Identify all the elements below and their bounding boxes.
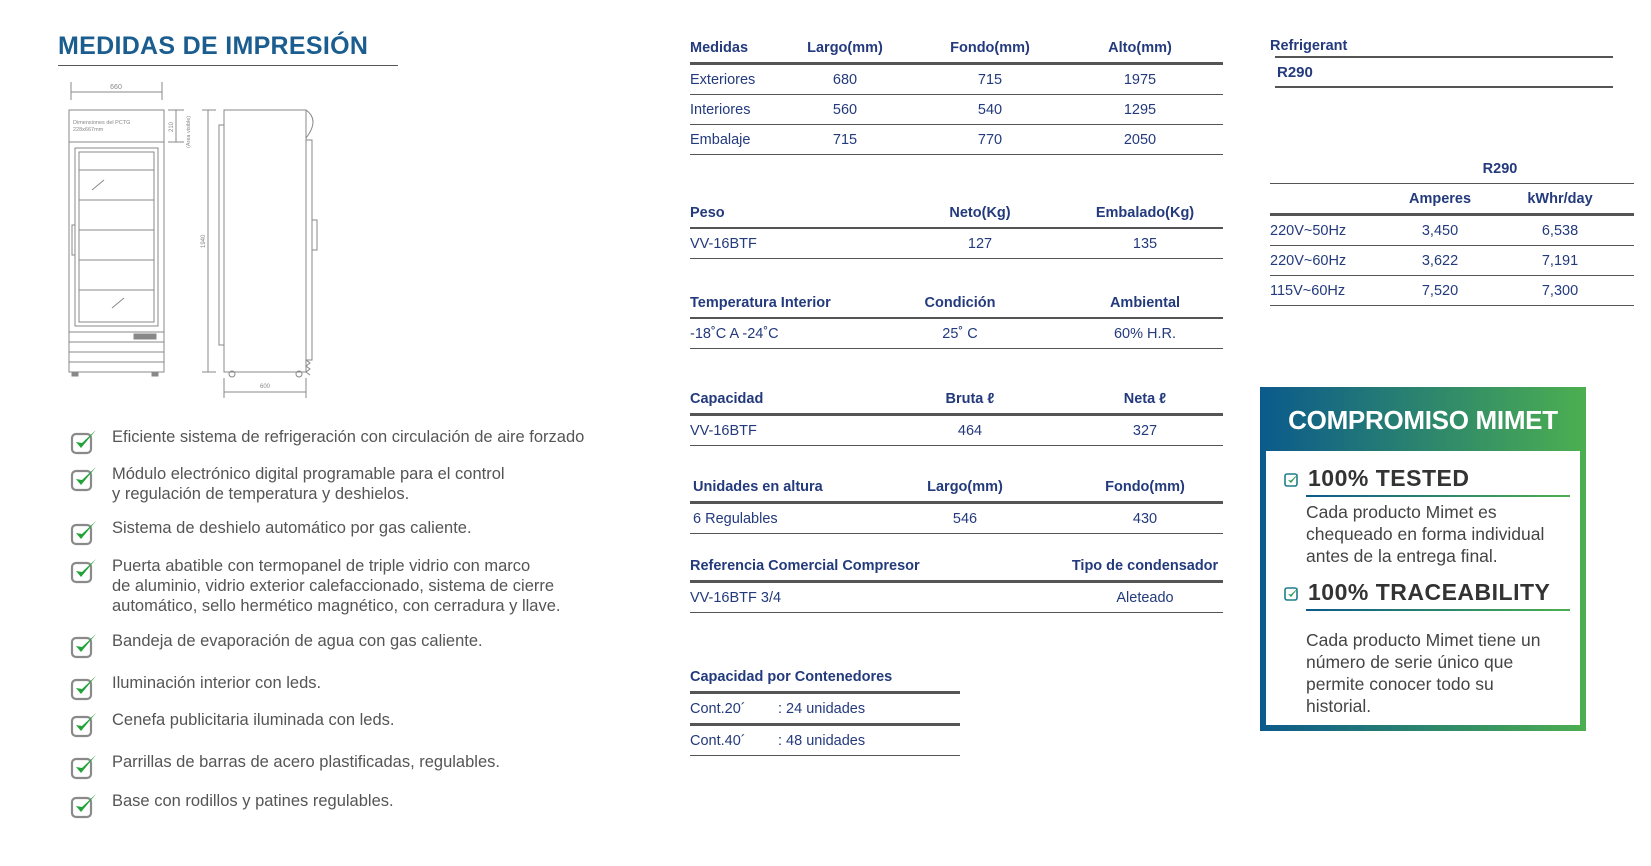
feature-text-line: Base con rodillos y patines regulables. bbox=[112, 792, 394, 810]
table-cell: VV-16BTF 3/4 bbox=[690, 590, 782, 606]
compromiso-body-line: historial. bbox=[1306, 696, 1372, 716]
table-cell: 220V~50Hz bbox=[1270, 223, 1347, 239]
table-header-cell: Capacidad bbox=[690, 391, 764, 407]
table-header-row bbox=[690, 662, 960, 691]
table-header-cell: Capacidad por Contenedores bbox=[690, 669, 893, 685]
table-header-cell: Peso bbox=[690, 205, 725, 221]
checkbox-check-icon bbox=[70, 710, 98, 738]
table-cell: 60% H.R. bbox=[1113, 326, 1177, 342]
table-header-cell: Bruta ℓ bbox=[945, 391, 995, 407]
panel-height-label: 210 bbox=[169, 121, 175, 132]
table-cell: Exteriores bbox=[690, 72, 756, 88]
table-cell: Aleteado bbox=[1116, 590, 1174, 606]
table-rule bbox=[690, 258, 1223, 259]
feature-text bbox=[112, 791, 394, 811]
table-cell: 220V~60Hz bbox=[1270, 253, 1347, 269]
refrigerant-value: R290 bbox=[1277, 64, 1313, 81]
table-header-cell: Fondo(mm) bbox=[950, 40, 1030, 56]
table-row bbox=[690, 583, 1223, 612]
table-row bbox=[690, 125, 1223, 154]
table-rule bbox=[690, 348, 1223, 349]
feature-text bbox=[112, 427, 584, 447]
table-cell: 327 bbox=[1132, 423, 1158, 439]
height-label: 1940 bbox=[201, 234, 207, 248]
table-cell: : 48 unidades bbox=[778, 733, 866, 749]
table-cell: 2050 bbox=[1123, 132, 1157, 148]
feature-text-line: Módulo electrónico digital programable para el control bbox=[112, 465, 505, 483]
table-cell: 770 bbox=[977, 132, 1003, 148]
table-row bbox=[690, 416, 1223, 445]
feature-text bbox=[112, 464, 505, 504]
feature-text-line: de aluminio, vidrio exterior calefaccionado, sistema de cierre bbox=[112, 577, 555, 595]
table-header-cell: Condición bbox=[924, 295, 996, 311]
feature-text-line: Eficiente sistema de refrigeración con circulación de aire forzado bbox=[112, 428, 585, 446]
compromiso-body-line: antes de la entrega final. bbox=[1306, 546, 1498, 566]
feature-item bbox=[70, 518, 472, 546]
power-title: R290 bbox=[1482, 161, 1518, 177]
table-cell: 430 bbox=[1132, 511, 1158, 527]
feature-text bbox=[112, 710, 395, 730]
checkbox-check-icon bbox=[70, 464, 98, 492]
feature-text bbox=[112, 518, 472, 538]
feature-item bbox=[70, 710, 395, 738]
table-cell: 1295 bbox=[1123, 102, 1157, 118]
table-cell: : 24 unidades bbox=[778, 701, 866, 717]
table-header-cell: Neta ℓ bbox=[1123, 391, 1167, 407]
feature-text-line: Sistema de deshielo automático por gas caliente. bbox=[112, 519, 472, 537]
table-cell: 115V~60Hz bbox=[1270, 283, 1346, 299]
compromiso-body-line: permite conocer todo su bbox=[1306, 674, 1494, 694]
compromiso-body-line: Cada producto Mimet es bbox=[1306, 502, 1497, 522]
compromiso-body-line: chequeado en forma individual bbox=[1306, 524, 1545, 544]
checkbox-check-icon bbox=[70, 791, 98, 819]
table-temperatura bbox=[690, 288, 1223, 349]
table-row bbox=[690, 319, 1223, 348]
checkbox-check-icon bbox=[70, 631, 98, 659]
table-row bbox=[690, 65, 1223, 94]
table-rule bbox=[1270, 305, 1634, 306]
table-cell: 680 bbox=[832, 72, 858, 88]
table-medidas bbox=[690, 33, 1223, 155]
compromiso-heading-rule bbox=[1306, 495, 1570, 497]
table-header-row bbox=[690, 198, 1223, 227]
table-contenedores bbox=[690, 662, 960, 756]
compromiso-heading bbox=[1284, 579, 1550, 606]
table-cell: 464 bbox=[957, 423, 983, 439]
side-view-drawing bbox=[201, 110, 317, 398]
checkbox-check-icon bbox=[70, 427, 98, 455]
table-cell: Cont.20´ bbox=[690, 701, 746, 717]
table-header-row bbox=[690, 551, 1223, 580]
feature-text-line: Parrillas de barras de acero plastificadas, regulables. bbox=[112, 753, 500, 771]
title-divider bbox=[58, 65, 398, 66]
table-header-cell: Tipo de condensador bbox=[1071, 558, 1219, 574]
table-header-row bbox=[690, 33, 1223, 62]
power-header-row bbox=[1270, 184, 1634, 213]
table-header-cell: Unidades en altura bbox=[693, 479, 823, 495]
table-cell: Embalaje bbox=[690, 132, 751, 148]
feature-text-line: Bandeja de evaporación de agua con gas caliente. bbox=[112, 632, 483, 650]
refrigerant-rule bbox=[1275, 56, 1613, 58]
table-cell: VV-16BTF bbox=[690, 423, 757, 439]
table-header-cell: Ambiental bbox=[1109, 295, 1181, 311]
fridge-technical-drawing bbox=[64, 80, 354, 410]
table-cell: Interiores bbox=[690, 102, 751, 118]
compromiso-body-line: número de serie único que bbox=[1306, 652, 1514, 672]
table-header-cell: Temperatura Interior bbox=[690, 295, 831, 311]
feature-item bbox=[70, 631, 483, 659]
refrigerant-label: Refrigerant bbox=[1270, 38, 1348, 54]
table-row bbox=[690, 504, 1223, 533]
feature-item bbox=[70, 673, 321, 701]
feature-item bbox=[70, 752, 500, 780]
table-header-cell: Embalado(Kg) bbox=[1095, 205, 1195, 221]
table-compresor bbox=[690, 551, 1223, 613]
checkbox-check-icon bbox=[70, 518, 98, 546]
compromiso-heading-rule bbox=[1306, 609, 1570, 611]
feature-text-line: Puerta abatible con termopanel de triple vidrio con marco bbox=[112, 557, 531, 575]
checkbox-check-icon bbox=[70, 673, 98, 701]
page-title: MEDIDAS DE IMPRESIÓN bbox=[58, 32, 369, 60]
checkbox-check-icon bbox=[70, 752, 98, 780]
table-cell: 127 bbox=[967, 236, 993, 252]
table-cell: 6,538 bbox=[1541, 223, 1579, 239]
compromiso-box bbox=[1260, 387, 1586, 731]
table-header-cell: Referencia Comercial Compresor bbox=[690, 558, 920, 574]
table-header-row bbox=[690, 288, 1223, 317]
feature-item bbox=[70, 464, 505, 504]
compromiso-body-line: Cada producto Mimet tiene un bbox=[1306, 630, 1541, 650]
power-table bbox=[1270, 154, 1634, 306]
feature-text-line: automático, sello hermético magnético, con cerradura y llave. bbox=[112, 597, 561, 615]
feature-text-line: y regulación de temperatura y deshielos. bbox=[112, 485, 410, 503]
table-header-cell: Alto(mm) bbox=[1108, 40, 1172, 56]
compromiso-heading bbox=[1284, 465, 1469, 492]
table-rule bbox=[690, 755, 960, 756]
front-width-label: 660 bbox=[110, 84, 122, 91]
depth-label: 600 bbox=[259, 384, 271, 390]
compromiso-body bbox=[1306, 629, 1540, 717]
power-row bbox=[1270, 246, 1634, 275]
table-rule bbox=[690, 533, 1223, 534]
feature-text bbox=[112, 556, 560, 616]
checkbox-check-icon bbox=[1284, 471, 1300, 487]
compromiso-body bbox=[1306, 501, 1544, 567]
table-cell: 540 bbox=[977, 102, 1003, 118]
feature-text bbox=[112, 631, 483, 651]
compromiso-heading-text: 100% TESTED bbox=[1308, 465, 1470, 491]
table-cell: 3,450 bbox=[1421, 223, 1459, 239]
feature-item bbox=[70, 556, 560, 616]
table-row bbox=[690, 726, 960, 755]
panel-label-line2: 228x667mm bbox=[73, 127, 104, 133]
table-cell: 560 bbox=[832, 102, 858, 118]
table-header-cell: Fondo(mm) bbox=[1105, 479, 1185, 495]
table-unidades bbox=[690, 472, 1223, 534]
table-cell: 546 bbox=[952, 511, 978, 527]
table-cell: 7,191 bbox=[1541, 253, 1579, 269]
feature-text bbox=[112, 752, 500, 772]
table-cell: 135 bbox=[1132, 236, 1158, 252]
table-cell: Cont.40´ bbox=[690, 733, 746, 749]
table-header-row bbox=[690, 384, 1223, 413]
table-header-row bbox=[690, 472, 1223, 501]
table-cell: 7,300 bbox=[1541, 283, 1579, 299]
table-header-cell: Medidas bbox=[690, 40, 749, 56]
feature-text-line: Iluminación interior con leds. bbox=[112, 674, 322, 692]
compromiso-title: COMPROMISO MIMET bbox=[1288, 405, 1558, 435]
visible-area-label: (Area visible) bbox=[186, 115, 192, 148]
table-cell: 1975 bbox=[1123, 72, 1157, 88]
feature-item bbox=[70, 427, 584, 455]
table-header-cell: Largo(mm) bbox=[927, 479, 1003, 495]
table-rule bbox=[690, 154, 1223, 155]
table-cell: VV-16BTF bbox=[690, 236, 757, 252]
compromiso-heading-text: 100% TRACEABILITY bbox=[1308, 579, 1551, 605]
table-cell: 6 Regulables bbox=[693, 511, 778, 527]
table-header-cell: kWhr/day bbox=[1527, 191, 1593, 207]
table-header-cell: Amperes bbox=[1408, 191, 1472, 207]
feature-text bbox=[112, 673, 321, 693]
table-cell: 25˚ C bbox=[942, 326, 978, 342]
refrigerant-rule-bottom bbox=[1275, 86, 1613, 88]
feature-item bbox=[70, 791, 394, 819]
power-row bbox=[1270, 216, 1634, 245]
power-title-row bbox=[1270, 154, 1634, 183]
table-cell: 7,520 bbox=[1421, 283, 1459, 299]
table-row bbox=[690, 229, 1223, 258]
compromiso-content bbox=[1266, 451, 1580, 725]
table-header-cell: Largo(mm) bbox=[807, 40, 883, 56]
table-cell: -18˚C A -24˚C bbox=[690, 326, 779, 342]
table-rule bbox=[690, 612, 1223, 613]
feature-text-line: Cenefa publicitaria iluminada con leds. bbox=[112, 711, 395, 729]
table-peso bbox=[690, 198, 1223, 259]
table-header-cell: Neto(Kg) bbox=[949, 205, 1011, 221]
panel-label-line1: Dimensiones del PCTG bbox=[73, 120, 131, 126]
checkbox-check-icon bbox=[70, 556, 98, 584]
front-view-drawing bbox=[69, 82, 192, 376]
checkbox-check-icon bbox=[1284, 585, 1300, 601]
table-cell: 715 bbox=[832, 132, 858, 148]
table-cell: 3,622 bbox=[1421, 253, 1459, 269]
table-rule bbox=[690, 445, 1223, 446]
table-row bbox=[690, 95, 1223, 124]
power-row bbox=[1270, 276, 1634, 305]
table-cell: 715 bbox=[977, 72, 1003, 88]
table-capacidad bbox=[690, 384, 1223, 446]
table-row bbox=[690, 694, 960, 723]
